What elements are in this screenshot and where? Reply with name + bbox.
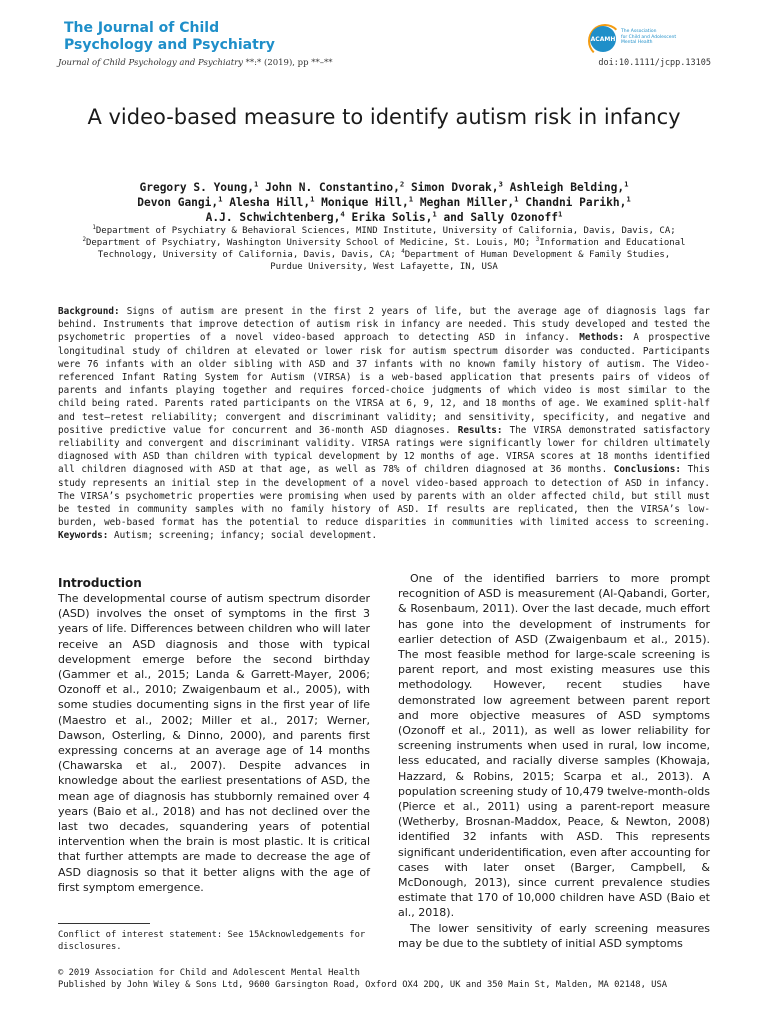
abstract: Background: Signs of autism are present in the first 2 years of life, but the average age of diagnosis lags far behind. Instruments that improve detection of autism risk in infancy are needed. This study developed and tested the psychometric properties of a novel video-based approach to detecting ASD in infancy. Methods: A prospective longitudinal study of children at elevated or lower risk for autism spectrum disorder was conducted. Participants were 76 infants with an older sibling with ASD and 37 infants with no known family history of autism. The Video-referenced Infant Rating System for Autism (VIRSA) is a web-based application that presents pairs of videos of parents and infants playing together and requires forced-choice judgments of which video is most similar to the child being rated. Parents rated participants on the VIRSA at 6, 9, 12, and 18 months of age. We examined split-half and test–retest reliability; convergent and discriminant validity; and sensitivity, specificity, and negative and positive predictive value for concurrent and 36-month ASD diagnoses. Results: The VIRSA demonstrated satisfactory reliability and convergent and discriminant validity. VIRSA ratings were significantly lower for children ultimately diagnosed with ASD than children with typical development by 12 months of age. VIRSA scores at 18 months identified all children diagnosed with ASD at that age, as well as 78% of children diagnosed at 36 months. Conclusions: This study represents an initial step in the development of a novel video-based approach to detection of ASD in infancy. The VIRSA’s psychometric properties were promising when used by parents with an older affected child, but still must be tested in community samples with no family history of ASD. If results are replicated, then the VIRSA’s low-burden, web-based format has the potential to reduce disparities in communities with limited access to screening. Keywords: Autism; screening; infancy; social development.	[58, 306, 710, 542]
author-line: A.J. Schwichtenberg,$^4$ Erika Solis,$^1$ and Sally Ozonoff$^1$	[205, 209, 563, 224]
logo-line3: Mental Health	[621, 40, 653, 45]
journal-name-line2: Psychology and Psychiatry	[64, 37, 275, 53]
body-paragraph: The lower sensitivity of early screening measures may be due to the subtlety of initial ASD symptoms	[398, 921, 710, 950]
journal-name[interactable]	[64, 20, 275, 54]
affiliations	[58, 225, 710, 273]
body-column-right	[398, 571, 710, 951]
affiliation-line: Purdue University, West Lafayette, IN, USA	[270, 262, 498, 272]
doi-link[interactable]: doi:10.1111/jcpp.13105	[598, 58, 711, 68]
citation-journal: Journal of Child Psychology and Psychiatry	[58, 58, 243, 68]
logo-line2: for Child and Adolescent	[621, 34, 677, 40]
body-paragraph: The developmental course of autism spectrum disorder (ASD) involves the onset of symptoms in the first 3 years of life. Differences between children who will later receive an ASD diagnosis and those with typical development emerge before the second birthday (Gammer et al., 2015; Landa & Garrett-Mayer, 2006; Ozonoff et al., 2010; Zwaigenbaum et al., 2005), with some studies documenting signs in the first year of life (Maestro et al., 2002; Miller et al., 2017; Werner, Dawson, Osterling, & Dinno, 2000), and parents first expressing concerns at an average age of 14 months (Chawarska et al., 2007). Despite advances in knowledge about the earliest presentations of ASD, the mean age of diagnosis has stubbornly remained over 4 years (Baio et al., 2018) and has not declined over the last two decades, squandering years of potential intervention when the brain is most plastic. It is critical that further attempts are made to decrease the age of ASD diagnosis so that it better aligns with the age of first symptom emergence.	[58, 592, 370, 894]
author-line: Devon Gangi,$^1$ Alesha Hill,$^1$ Monique Hill,$^1$ Meghan Miller,$^1$ Chandni Parikh,$^1$	[137, 194, 631, 209]
logo-text	[621, 29, 676, 46]
logo-line1: The Association	[621, 29, 657, 34]
journal-name-line1: The Journal of Child	[64, 20, 220, 36]
footnote-divider	[58, 923, 150, 924]
acamh-logo-icon[interactable]	[590, 22, 710, 54]
page-footer	[58, 968, 710, 991]
section-heading-introduction: Introduction	[58, 576, 142, 590]
body-paragraph: One of the identified barriers to more prompt recognition of ASD is measurement (Al-Qabandi, Gorter, & Rosenbaum, 2011). Over the last decade, much effort has gone into the development of instruments for earlier detection of ASD (Zwaigenbaum et al., 2015). The most feasible method for large-scale screening is parent report, and most existing measures use this methodology. However, recent studies have demonstrated low agreement between parent report and more objective measures of ASD symptoms (Ozonoff et al., 2011), as well as lower reliability for screening instruments when used in rural, low income, less educated, and racially diverse samples (Khowaja, Hazzard, & Robins, 2015; Scarpa et al., 2013). A population screening study of 10,479 twelve-month-olds (Pierce et al., 2011) using a parent-report measure (Wetherby, Brosnan-Maddox, Peace, & Newton, 2008) identified 32 infants with ASD. This represents significant underidentification, even after accounting for cases with later onset (Barger, Campbell, & McDonough, 2013), since current prevalence studies estimate that 170 of 10,000 children have ASD (Baio et al., 2018).	[398, 572, 710, 920]
publisher-line: Published by John Wiley & Sons Ltd, 9600 Garsington Road, Oxford OX4 2DQ, UK and 350 Main St, Malden, MA 02148, USA	[58, 979, 668, 990]
author-list	[60, 180, 708, 225]
affiliation-line: Technology, University of California, Davis, Davis, CA; $^4$Department of Human Development & Family Studies,	[97, 249, 671, 260]
affiliation-line: $^1$Department of Psychiatry & Behavioral Sciences, MIND Institute, University of California, Davis, Davis, CA;	[92, 225, 676, 236]
body-column-left	[58, 576, 370, 895]
copyright-line: © 2019 Association for Child and Adolescent Mental Health	[58, 968, 360, 978]
citation-line	[58, 58, 333, 68]
affiliation-line: $^2$Department of Psychiatry, Washington University School of Medicine, St. Louis, MO; $^3$Information and Educational	[82, 237, 686, 248]
author-line: Gregory S. Young,$^1$ John N. Constantino,$^2$ Simon Dvorak,$^3$ Ashleigh Belding,$^1$	[139, 179, 629, 194]
article-title: A video-based measure to identify autism risk in infancy	[87, 105, 681, 129]
logo-badge: ACAMH	[590, 26, 616, 52]
conflict-of-interest-footnote: Conflict of interest statement: See 15Acknowledgements for disclosures.	[58, 930, 366, 952]
citation-volume: **:* (2019), pp **–**	[242, 58, 333, 68]
